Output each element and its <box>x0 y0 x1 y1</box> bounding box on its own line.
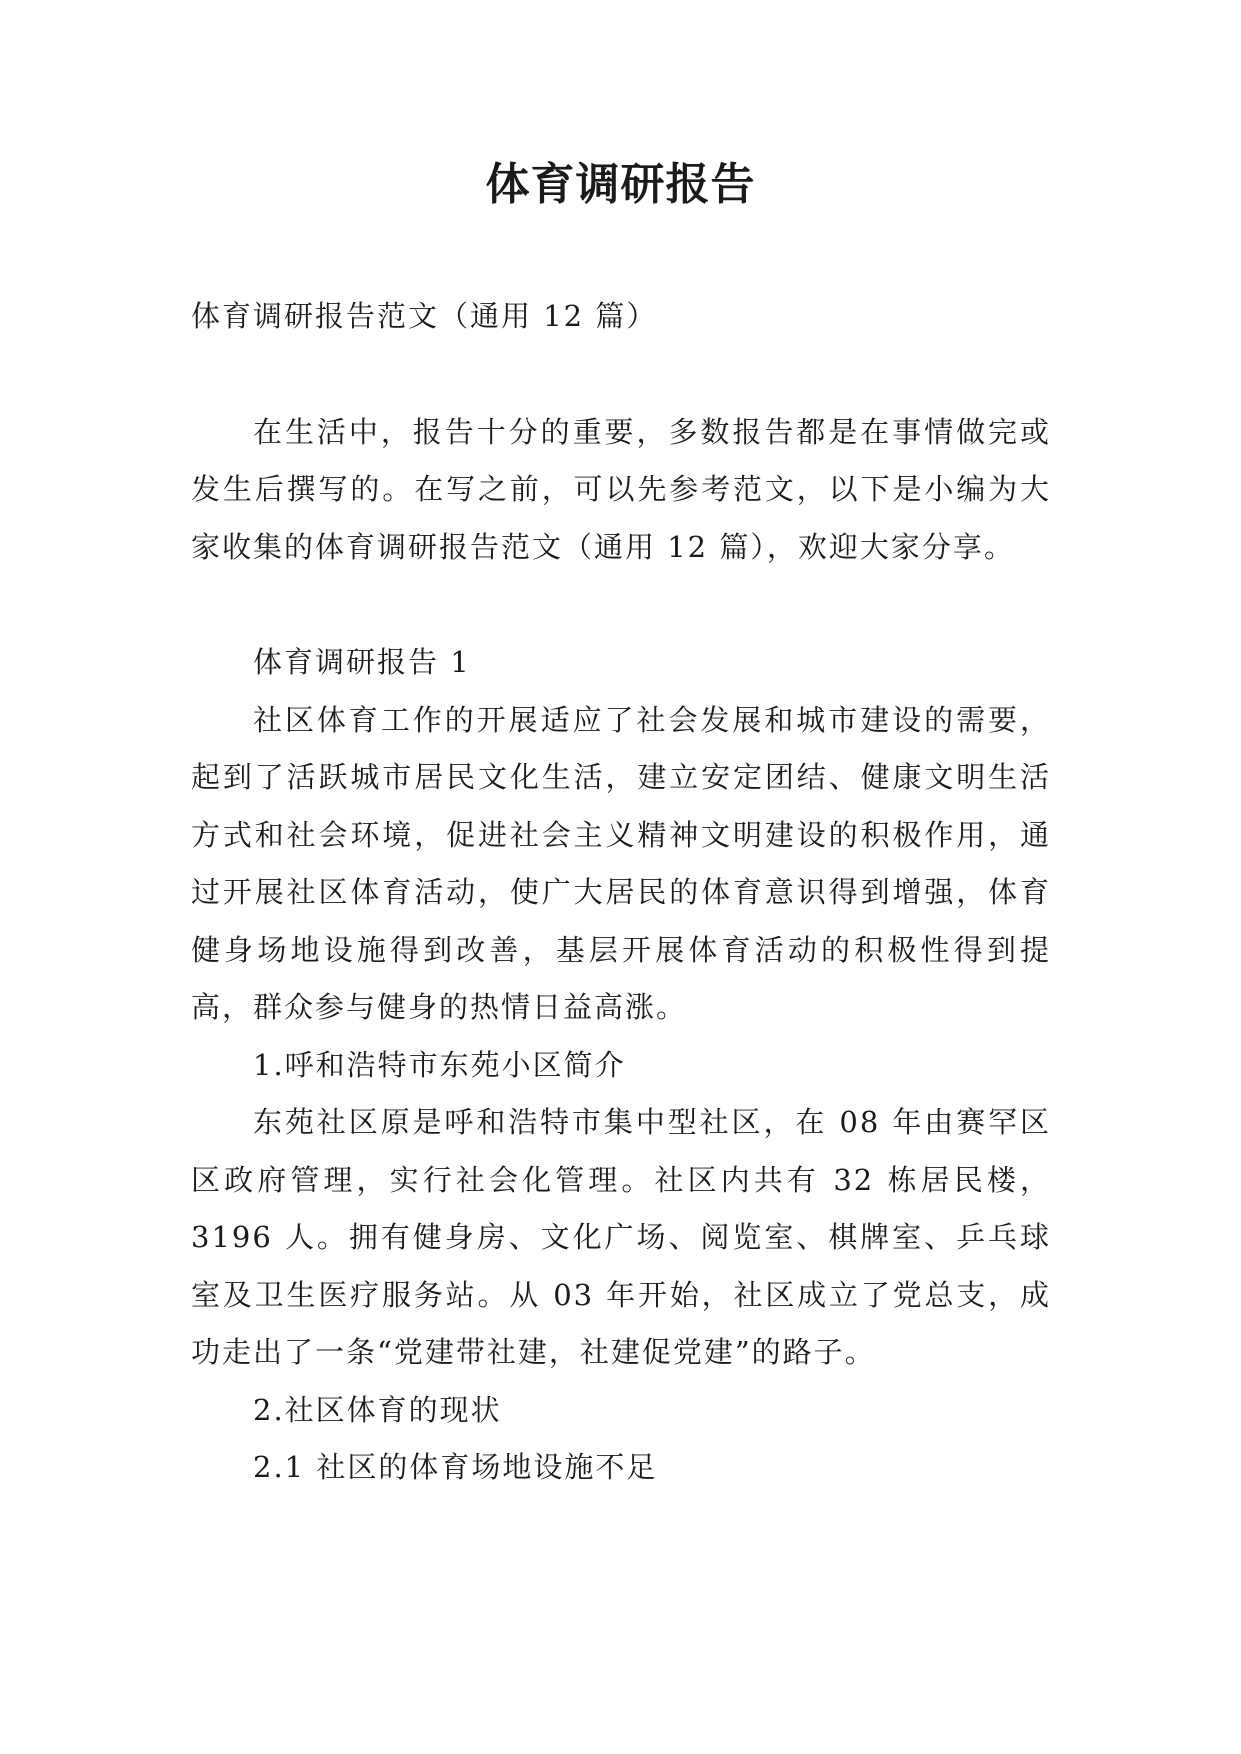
body-paragraph-1: 社区体育工作的开展适应了社会发展和城市建设的需要，起到了活跃城市居民文化生活，建立安定团结、健康文明生活方式和社会环境，促进社会主义精神文明建设的积极作用，通过开展社区体育活动，使广大居民的体育意识得到增强，体育健身场地设施得到改善，基层开展体育活动的积极性得到提高，群众参与健身的热情日益高涨。 <box>191 702 1051 1024</box>
section-heading: 体育调研报告 1 <box>253 645 471 679</box>
spacer <box>191 346 1051 404</box>
subheading-1: 1.呼和浩特市东苑小区简介 <box>253 1047 626 1082</box>
body-paragraph-2: 东苑社区原是呼和浩特市集中型社区，在 08 年由赛罕区区政府管理，实行社会化管理。社区内共有 32 栋居民楼，3196 人。拥有健身房、文化广场、阅览室、棋牌室、乒乓球室及卫生医疗服务站。从 03 年开始，社区成立了党总支，成功走出了一条“党建带社建，社建促党建”的路子。 <box>191 1105 1051 1369</box>
spacer <box>191 576 1051 634</box>
document-title: 体育调研报告 <box>485 159 756 210</box>
subheading-2-1: 2.1 社区的体育场地设施不足 <box>253 1450 658 1484</box>
subheading-2: 2.社区体育的现状 <box>253 1392 502 1427</box>
document-subtitle: 体育调研报告范文（通用 12 篇） <box>191 299 658 333</box>
intro-paragraph: 在生活中，报告十分的重要，多数报告都是在事情做完或发生后撰写的。在写之前，可以先参考范文，以下是小编为大家收集的体育调研报告范文（通用 12 篇），欢迎大家分享。 <box>191 414 1051 564</box>
document-body <box>191 288 1051 1497</box>
